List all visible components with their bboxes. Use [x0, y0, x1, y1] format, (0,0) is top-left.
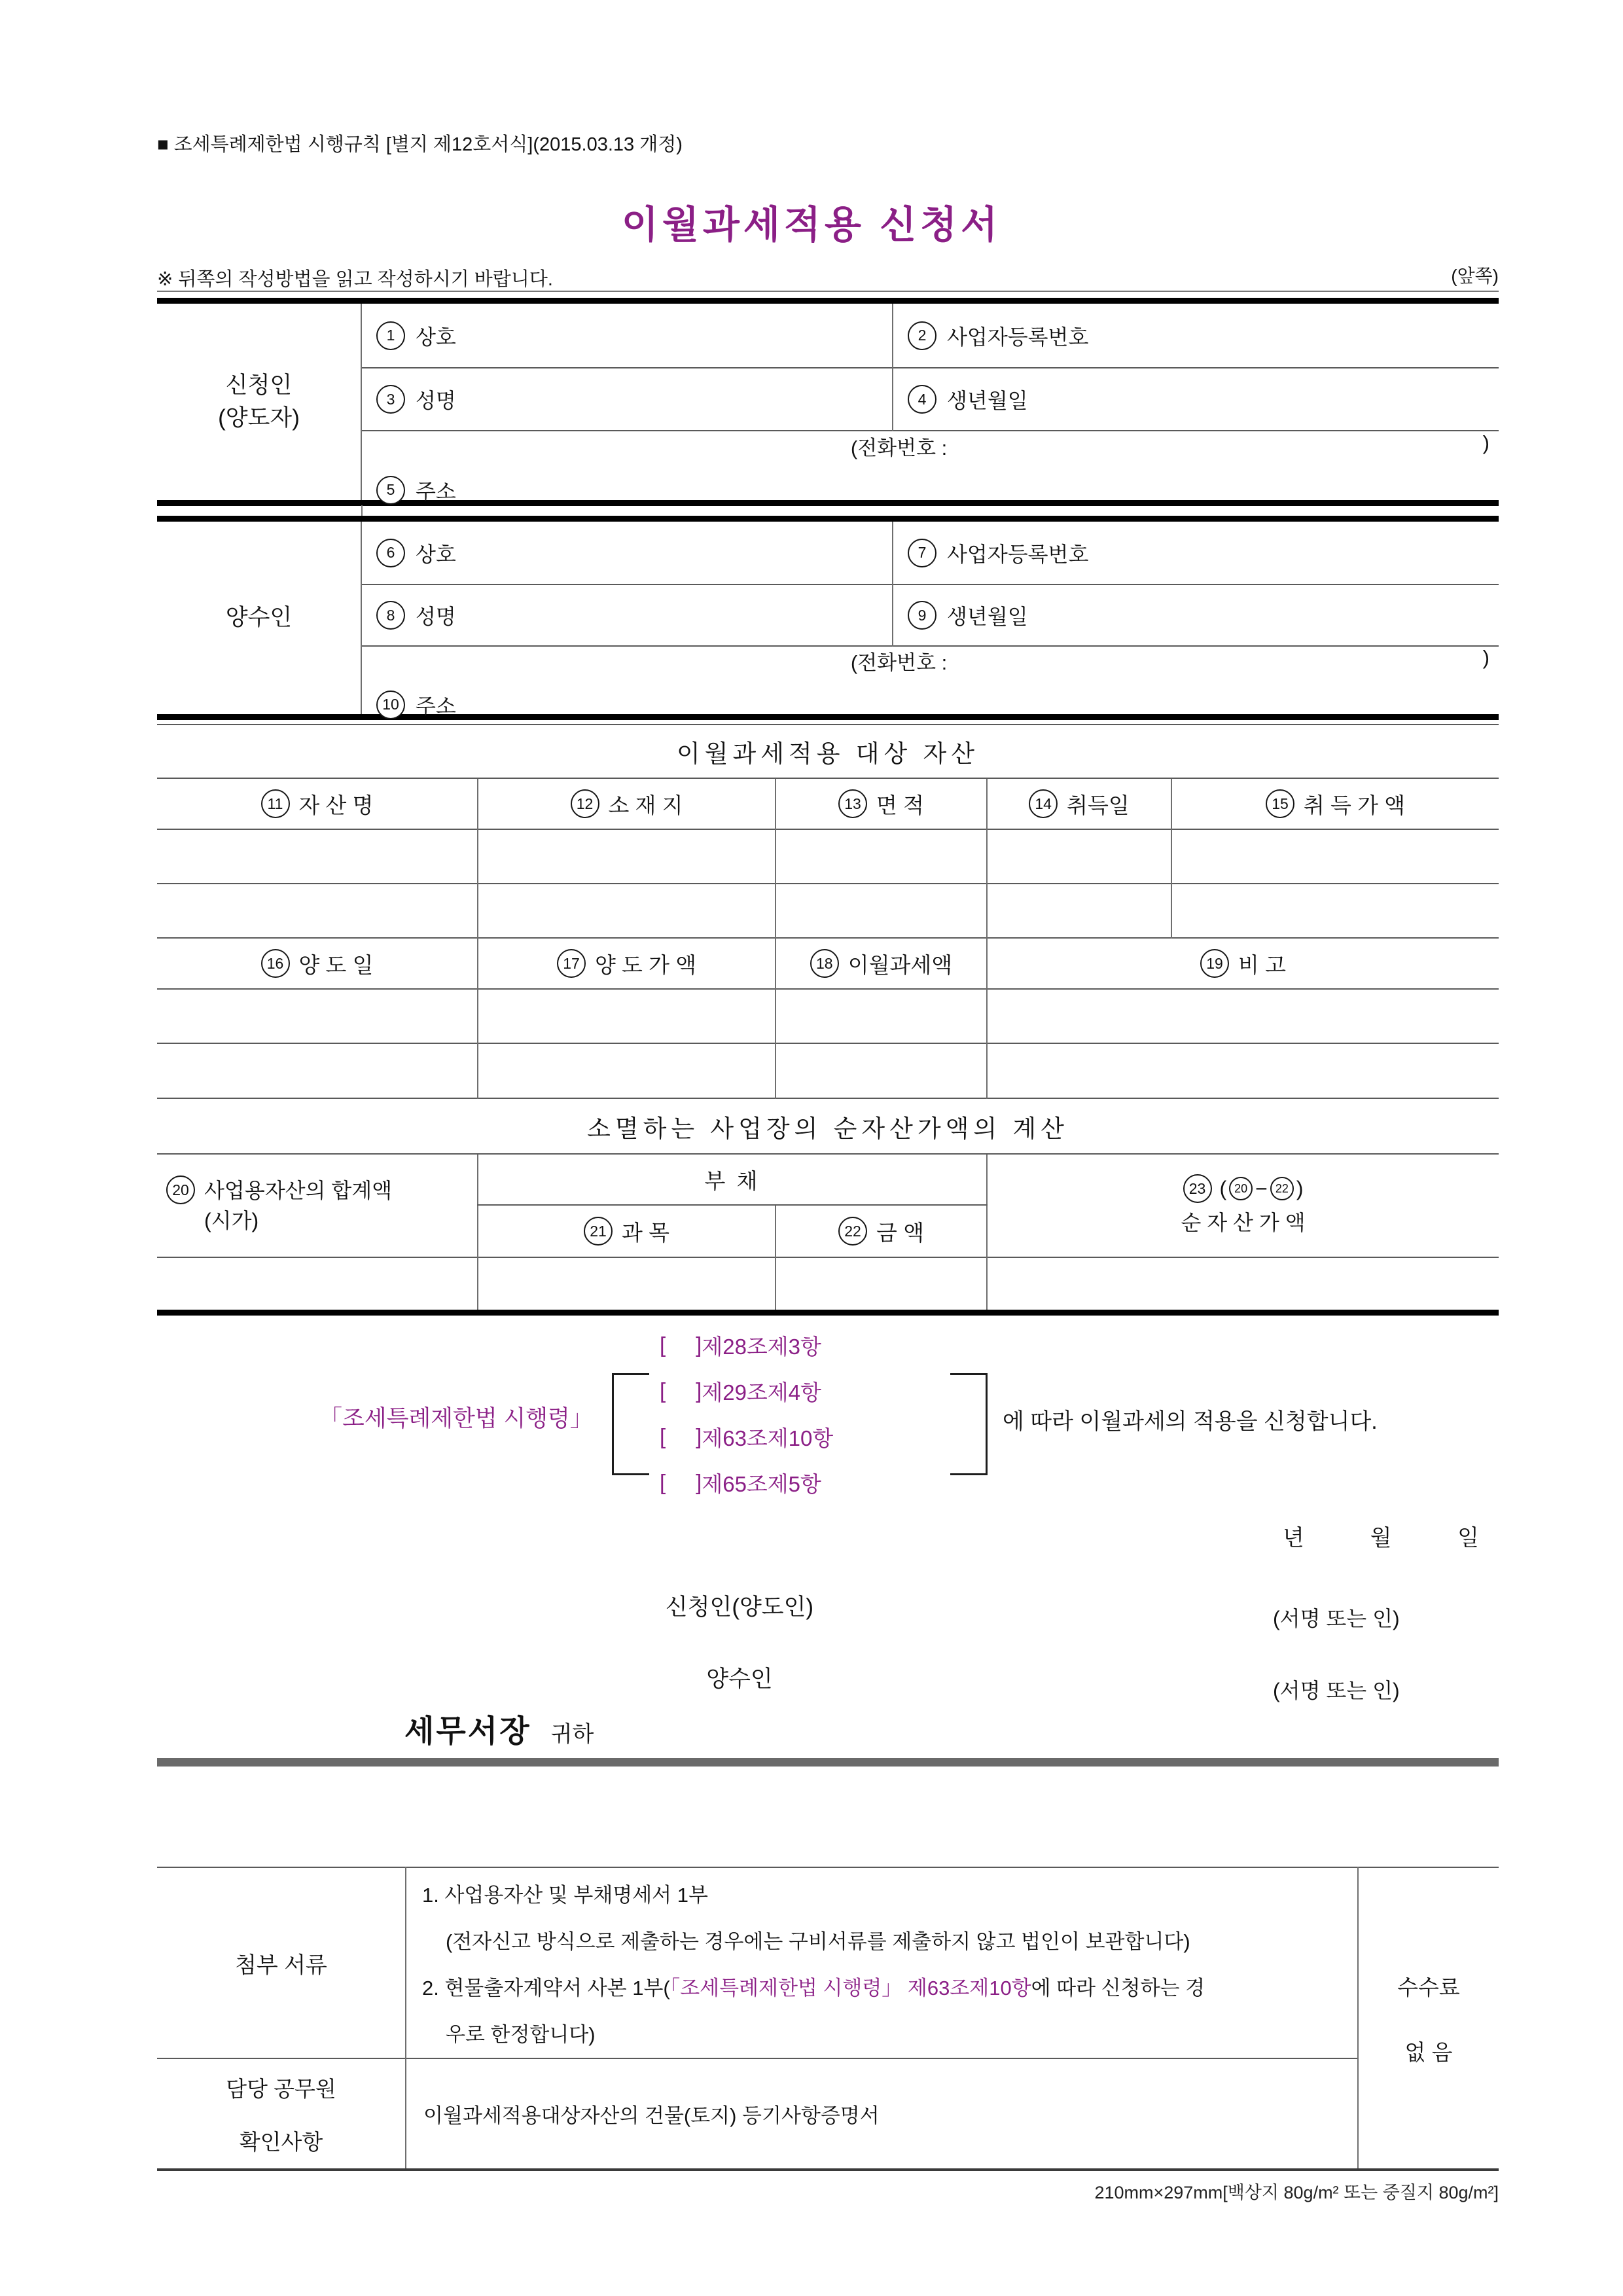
circled-number: 11: [261, 789, 290, 818]
circled-number: 8: [376, 601, 405, 630]
circled-number: 22: [838, 1217, 867, 1246]
law-name: 「조세특례제한법 시행령」: [319, 1406, 593, 1431]
col-header-area: 13 면 적: [776, 778, 987, 829]
circled-number: 1: [376, 321, 405, 350]
net-input-cell[interactable]: [987, 1257, 1499, 1310]
asset-input-cell[interactable]: [157, 1043, 478, 1098]
paper-spec-footer: 210mm×297mm[백상지 80g/m² 또는 중질지 80g/m²]: [1094, 2183, 1499, 2202]
circled-number: 16: [261, 949, 290, 978]
circled-number: 10: [376, 691, 405, 719]
signature-mark-applicant[interactable]: (서명 또는 인): [1273, 1607, 1400, 1630]
applicant-table: [157, 291, 1499, 506]
fee-cell: [1358, 1867, 1499, 2170]
field-address[interactable]: 5 주소 (전화번호 : ): [361, 431, 1499, 500]
rule-thick: [157, 1310, 1499, 1316]
field-business-reg-no[interactable]: 2 사업자등록번호: [893, 304, 1499, 368]
debt-amount-header: 22 금 액: [776, 1205, 987, 1257]
net-asset-value-header: 23 ( 20 − 22 ) 순 자 산 가 액: [987, 1154, 1499, 1257]
attachments-content: 1. 사업용자산 및 부채명세서 1부 (전자신고 방식으로 제출하는 경우에는 구비서류를 제출하지 않고 법인이 보관합니다) 2. 현물출자계약서 사본 1부(「조세특례제한법 시행령」 제63조제10항에 따라 신청하는 경 우로 한정합니다): [406, 1867, 1358, 2058]
circled-number: 17: [557, 949, 586, 978]
col-header-asset-name: 11 자 산 명: [157, 778, 478, 829]
circled-number: 20: [1229, 1177, 1253, 1200]
transferee-table: [157, 516, 1499, 720]
signer-transferee-label: 양수인: [706, 1666, 773, 1692]
rule-thick: [157, 500, 1499, 506]
checkbox-bracket: [: [660, 1333, 666, 1357]
asset-input-cell[interactable]: [1171, 829, 1499, 884]
clause-option[interactable]: [ ] 제63조제10항: [660, 1424, 834, 1450]
officer-check-content: 이월과세적용대상자산의 건물(토지) 등기사항증명서: [406, 2058, 1358, 2170]
signature-mark-transferee[interactable]: (서명 또는 인): [1273, 1679, 1400, 1702]
debt-subject-header: 21 과 목: [478, 1205, 776, 1257]
recipient-suffix: 귀하: [550, 1722, 594, 1747]
field-trade-name[interactable]: 6 상호: [361, 522, 893, 584]
officer-check-row-header: 담당 공무원 확인사항: [157, 2058, 406, 2170]
field-birth-date[interactable]: 4 생년월일: [893, 368, 1499, 431]
fill-instruction: ※ 뒤쪽의 작성방법을 읽고 작성하시기 바랍니다.: [157, 269, 553, 290]
asset-input-cell[interactable]: [157, 989, 478, 1043]
asset-input-cell[interactable]: [157, 884, 478, 938]
col-header-location: 12 소 재 지: [478, 778, 776, 829]
circled-number: 9: [908, 601, 936, 630]
field-name[interactable]: 8 성명: [361, 584, 893, 646]
net-asset-section: [157, 1099, 1499, 1310]
asset-input-cell[interactable]: [776, 829, 987, 884]
net-asset-section-title: 소멸하는 사업장의 순자산가액의 계산: [587, 1115, 1069, 1142]
large-bracket-left: [612, 1373, 649, 1475]
law-clause-options: [660, 1322, 833, 1505]
rule-thick: [157, 714, 1499, 720]
checkbox-bracket: ]: [696, 1424, 702, 1448]
applicant-row-header: 신청인 (양도자): [218, 372, 300, 431]
checkbox-bracket: [: [660, 1378, 666, 1403]
business-asset-total-header: 20 사업용자산의 합계액 (시가): [157, 1154, 478, 1257]
circled-number: 7: [908, 539, 936, 567]
asset-input-cell[interactable]: [478, 829, 776, 884]
asset-input-cell[interactable]: [987, 884, 1171, 938]
circled-number: 22: [1270, 1177, 1294, 1200]
recipient-title: 세무서장: [404, 1713, 531, 1748]
col-header-transfer-date: 16 양 도 일: [157, 938, 478, 989]
checkbox-bracket: ]: [696, 1378, 702, 1403]
asset-section-title: 이월과세적용 대상 자산: [677, 740, 979, 767]
asset-input-cell[interactable]: [478, 989, 776, 1043]
transferee-row-header: 양수인: [225, 605, 293, 630]
asset-input-cell[interactable]: [478, 884, 776, 938]
front-side-label: (앞쪽): [1451, 266, 1499, 286]
circled-number: 18: [810, 949, 839, 978]
col-header-transfer-price: 17 양 도 가 액: [478, 938, 776, 989]
asset-input-cell[interactable]: [776, 884, 987, 938]
section-divider-bar: [157, 1758, 1499, 1767]
field-name[interactable]: 3 성명: [361, 368, 893, 431]
circled-number: 21: [584, 1217, 613, 1246]
net-input-cell[interactable]: [157, 1257, 478, 1310]
circled-number: 5: [376, 476, 405, 505]
asset-input-cell[interactable]: [987, 1043, 1499, 1098]
checkbox-bracket: ]: [696, 1470, 702, 1494]
asset-input-cell[interactable]: [776, 1043, 987, 1098]
field-phone[interactable]: (전화번호 : ): [850, 645, 1489, 674]
circled-number: 20: [166, 1175, 195, 1204]
asset-input-cell[interactable]: [1171, 884, 1499, 938]
asset-section: [157, 724, 1499, 1316]
large-bracket-right: [950, 1373, 988, 1475]
circled-number: 3: [376, 385, 405, 414]
circled-number: 12: [571, 789, 599, 818]
date-line[interactable]: 년 월 일: [1283, 1526, 1479, 1551]
fee-value: 없 음: [1404, 2039, 1453, 2064]
circled-number: 15: [1266, 789, 1294, 818]
signer-applicant-label: 신청인(양도인): [665, 1594, 814, 1620]
checkbox-bracket: ]: [696, 1333, 702, 1357]
circled-number: 14: [1029, 789, 1058, 818]
circled-number: 19: [1200, 949, 1229, 978]
checkbox-bracket: [: [660, 1470, 666, 1494]
attachments-table: [157, 1867, 1499, 2171]
col-header-acquisition-price: 15 취 득 가 액: [1171, 778, 1499, 829]
net-input-cell[interactable]: [776, 1257, 987, 1310]
circled-number: 13: [838, 789, 867, 818]
circled-number: 4: [908, 385, 936, 414]
field-phone[interactable]: (전화번호 : ): [850, 431, 1489, 459]
declaration-statement: 에 따라 이월과세의 적용을 신청합니다.: [1003, 1409, 1378, 1434]
field-address[interactable]: 10 주소 (전화번호 : ): [361, 646, 1499, 714]
asset-input-cell[interactable]: [478, 1043, 776, 1098]
circled-number: 2: [908, 321, 936, 350]
asset-input-cell[interactable]: [157, 829, 478, 884]
debt-header: 부 채: [478, 1154, 987, 1205]
page-title: 이월과세적용 신청서: [621, 204, 1002, 246]
asset-input-cell[interactable]: [987, 989, 1499, 1043]
asset-input-cell[interactable]: [987, 829, 1171, 884]
clause-option[interactable]: [ ] 제65조제5항: [660, 1470, 821, 1496]
field-birth-date[interactable]: 9 생년월일: [893, 584, 1499, 646]
rule-thick: [157, 298, 1499, 304]
col-header-carryover-tax: 18 이월과세액: [776, 938, 987, 989]
fee-label: 수수료: [1397, 1975, 1460, 2000]
net-input-cell[interactable]: [478, 1257, 776, 1310]
clause-option[interactable]: [ ] 제29조제4항: [660, 1378, 821, 1405]
checkbox-bracket: [: [660, 1424, 666, 1448]
circled-number: 23: [1183, 1174, 1212, 1203]
col-header-acquisition-date: 14 취득일: [987, 778, 1171, 829]
clause-option[interactable]: [ ] 제28조제3항: [660, 1333, 821, 1359]
field-business-reg-no[interactable]: 7 사업자등록번호: [893, 522, 1499, 584]
attachments-row-header: 첨부 서류: [235, 1952, 327, 1978]
circled-number: 6: [376, 539, 405, 567]
rule-thick: [157, 516, 1499, 522]
asset-input-cell[interactable]: [776, 989, 987, 1043]
law-reference-highlight: 「조세특례제한법 시행령」 제63조제10항: [669, 1977, 1031, 2000]
form-code-notice: ■ 조세특례제한법 시행규칙 [별지 제12호서식](2015.03.13 개정): [157, 134, 683, 155]
field-trade-name[interactable]: 1 상호: [361, 304, 893, 368]
recipient-line: [404, 1707, 594, 1751]
col-header-remarks: 19 비 고: [987, 938, 1499, 989]
